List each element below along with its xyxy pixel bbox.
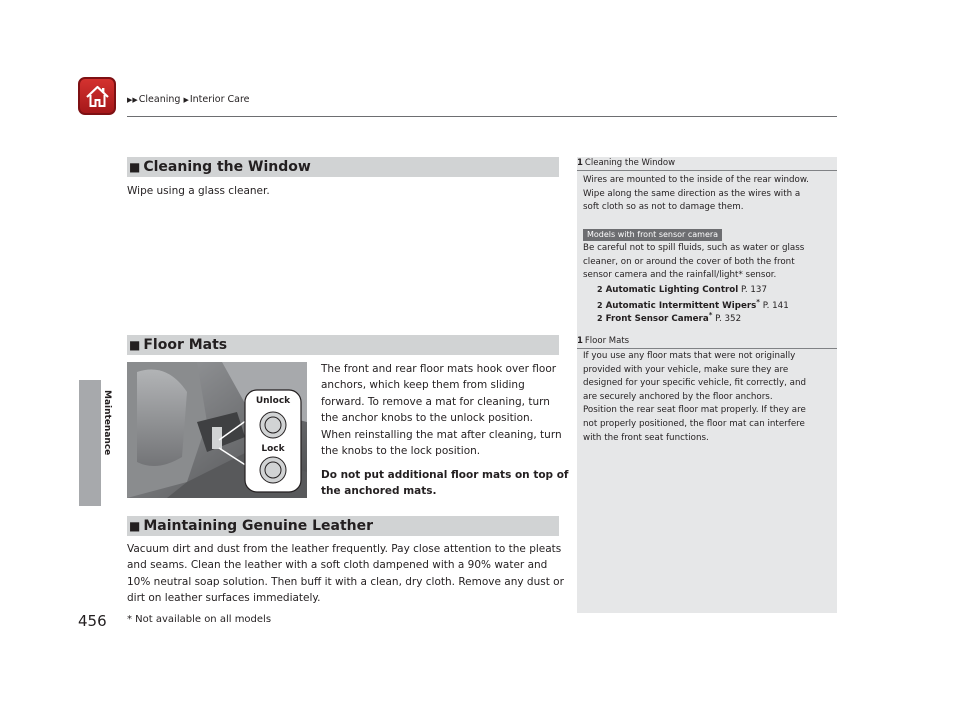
- note-window-text-2: Be careful not to spill fluids, such as water or glass cleaner, on or around the cover of both the front sensor camera and the rainfall/light* sensor.: [583, 243, 805, 281]
- note-ref-icon: 1: [577, 336, 583, 346]
- model-tag: Models with front sensor camera: [583, 229, 722, 241]
- note-divider: [577, 348, 837, 349]
- page-number: 456: [78, 612, 107, 630]
- breadcrumb-item-cleaning[interactable]: Cleaning: [138, 94, 181, 105]
- note-ref-icon: 1: [577, 158, 583, 168]
- square-bullet-icon: ■: [129, 160, 141, 174]
- leather-body: Vacuum dirt and dust from the leather frequently. Pay close attention to the pleats and seams. Clean the leather with a soft cloth dampened with a 90% water and 10% neutral soap solution. Then buff it with a clean, dry cloth. Remove any dust or dirt on leather surfaces immediately.: [127, 543, 564, 605]
- home-icon: [85, 84, 110, 109]
- note-floor-mats-text: If you use any floor mats that were not originally provided with your vehicle, make sure they are designed for your specific vehicle, fit correctly, and are securely anchored by the floor anchors. Position the rear seat floor mat properly. If they are not properly positioned, the floor mat can interfere with the front seat functions.: [583, 351, 806, 443]
- unlock-label: Unlock: [255, 396, 291, 406]
- note-title-window: 1 Cleaning the Window: [577, 158, 676, 168]
- note-window-text: Wires are mounted to the inside of the rear window. Wipe along the same direction as the wires with a soft cloth so as not to damage them.: [583, 175, 809, 213]
- header-divider: [127, 116, 837, 117]
- section-heading-leather: ■ Maintaining Genuine Leather: [127, 516, 559, 536]
- breadcrumb-arrow-icon: ▶▶: [127, 96, 138, 104]
- square-bullet-icon: ■: [129, 519, 141, 533]
- floor-mat-illustration: [127, 362, 307, 498]
- xref-automatic-intermittent-wipers[interactable]: 2 Automatic Intermittent Wipers* P. 141: [597, 298, 789, 311]
- breadcrumb-arrow-icon: ▶: [183, 96, 189, 104]
- breadcrumb: [127, 94, 250, 105]
- chapter-label: Maintenance: [102, 390, 112, 456]
- footnote: * Not available on all models: [127, 614, 272, 625]
- home-button[interactable]: [78, 77, 116, 115]
- floor-mat-anchor-figure: [127, 362, 307, 498]
- xref-arrow-icon: 2: [597, 300, 603, 310]
- chapter-tab[interactable]: [79, 380, 101, 506]
- xref-arrow-icon: 2: [597, 285, 603, 294]
- xref-front-sensor-camera[interactable]: 2 Front Sensor Camera* P. 352: [597, 311, 742, 324]
- note-title-floor-mats: 1 Floor Mats: [577, 336, 630, 346]
- square-bullet-icon: ■: [129, 338, 141, 352]
- floor-mats-body: The front and rear floor mats hook over floor anchors, which keep them from sliding forward. To remove a mat for cleaning, turn the anchor knobs to the unlock position. When reinstalling the mat after cleaning, turn the knobs to the lock position.: [321, 363, 562, 458]
- section-heading-window: ■ Cleaning the Window: [127, 157, 559, 177]
- lock-label: Lock: [261, 444, 285, 454]
- xref-arrow-icon: 2: [597, 313, 603, 323]
- section-heading-floor-mats: ■ Floor Mats: [127, 335, 559, 355]
- note-divider: [577, 170, 837, 171]
- breadcrumb-item-interior-care[interactable]: Interior Care: [189, 94, 250, 105]
- xref-automatic-lighting-control[interactable]: 2 Automatic Lighting Control P. 137: [597, 285, 767, 295]
- window-body: Wipe using a glass cleaner.: [127, 185, 270, 197]
- floor-mats-warning: Do not put additional floor mats on top of the anchored mats.: [321, 469, 569, 498]
